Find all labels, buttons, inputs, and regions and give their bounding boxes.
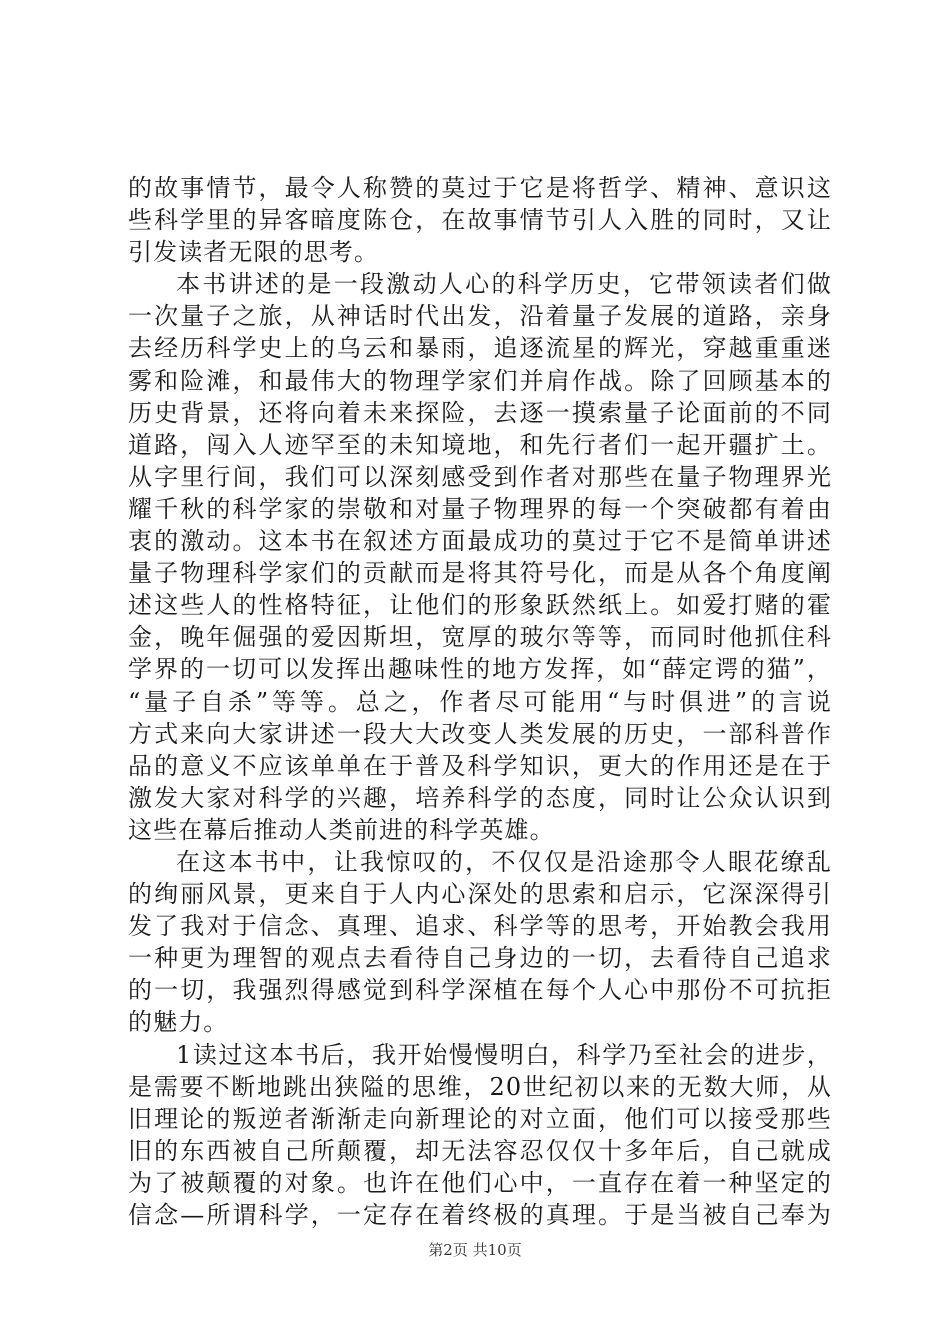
text-line: 衷的激动。这本书在叙述方面最成功的莫过于它不是简单讲述 xyxy=(128,527,832,556)
paragraph-start-line: 1读过这本书后，我开始慢慢明白，科学乃至社会的进步， xyxy=(176,1040,832,1069)
text-line: 发了我对于信念、真理、追求、科学等的思考，开始教会我用 xyxy=(128,912,832,941)
text-line: 量子物理科学家们的贡献而是将其符号化，而是从各个角度阐 xyxy=(128,559,832,588)
body-text xyxy=(128,172,832,1231)
text-line: 耀千秋的科学家的崇敬和对量子物理界的每一个突破都有着由 xyxy=(128,494,832,523)
text-line: 的魅力。 xyxy=(128,1008,229,1037)
text-line: 一种更为理智的观点去看待自己身边的一切，去看待自己追求 xyxy=(128,944,832,973)
page-number-footer: 第2页 共10页 xyxy=(428,1241,522,1259)
text-line: 些科学里的异客暗度陈仓，在故事情节引人入胜的同时，又让 xyxy=(128,206,832,235)
text-line: 去经历科学史上的乌云和暴雨，追逐流星的辉光，穿越重重迷 xyxy=(128,334,832,363)
text-line: 学界的一切可以发挥出趣味性的地方发挥，如“薛定谔的猫”， xyxy=(128,655,832,684)
text-line: 这些在幕后推动人类前进的科学英雄。 xyxy=(128,815,555,844)
text-line: 的绚丽风景，更来自于人内心深处的思索和启示，它深深得引 xyxy=(128,880,832,909)
text-line: 为了被颠覆的对象。也许在他们心中，一直存在着一种坚定的 xyxy=(128,1168,832,1197)
text-line: 品的意义不应该单单在于普及科学知识，更大的作用还是在于 xyxy=(128,751,832,780)
text-line: 激发大家对科学的兴趣，培养科学的态度，同时让公众认识到 xyxy=(128,783,832,812)
text-line: 一次量子之旅，从神话时代出发，沿着量子发展的道路，亲身 xyxy=(128,302,832,331)
text-line: 道路，闯入人迹罕至的未知境地，和先行者们一起开疆扩土。 xyxy=(128,430,832,459)
text-line: 从字里行间，我们可以深刻感受到作者对那些在量子物理界光 xyxy=(128,462,832,491)
text-line: 历史背景，还将向着未来探险，去逐一摸索量子论面前的不同 xyxy=(128,398,832,427)
text-line: 方式来向大家讲述一段大大改变人类发展的历史，一部科普作 xyxy=(128,719,832,748)
paragraph-start-line: 在这本书中，让我惊叹的，不仅仅是沿途那令人眼花缭乱 xyxy=(176,847,832,876)
text-line: 述这些人的性格特征，让他们的形象跃然纸上。如爱打赌的霍 xyxy=(128,591,832,620)
text-line: 引发读者无限的思考。 xyxy=(128,238,379,267)
paragraph-start-line: 本书讲述的是一段激动人心的科学历史，它带领读者们做 xyxy=(176,270,832,299)
text-line: 旧理论的叛逆者渐渐走向新理论的对立面，他们可以接受那些 xyxy=(128,1104,832,1133)
text-line: 信念—所谓科学，一定存在着终极的真理。于是当被自己奉为 xyxy=(128,1201,832,1229)
text-line: 的一切，我强烈得感觉到科学深植在每个人心中那份不可抗拒 xyxy=(128,976,832,1005)
text-line: “量子自杀”等等。总之，作者尽可能用“与时俱进”的言说 xyxy=(128,687,832,716)
text-line: 金，晚年倔强的爱因斯坦，宽厚的玻尔等等，而同时他抓住科 xyxy=(128,623,832,652)
text-line: 雾和险滩，和最伟大的物理学家们并肩作战。除了回顾基本的 xyxy=(128,366,832,395)
text-line: 的故事情节，最令人称赞的莫过于它是将哲学、精神、意识这 xyxy=(128,174,832,202)
text-line: 旧的东西被自己所颠覆，却无法容忍仅仅十多年后，自己就成 xyxy=(128,1136,832,1165)
text-line: 是需要不断地跳出狭隘的思维，20世纪初以来的无数大师，从 xyxy=(128,1072,832,1101)
